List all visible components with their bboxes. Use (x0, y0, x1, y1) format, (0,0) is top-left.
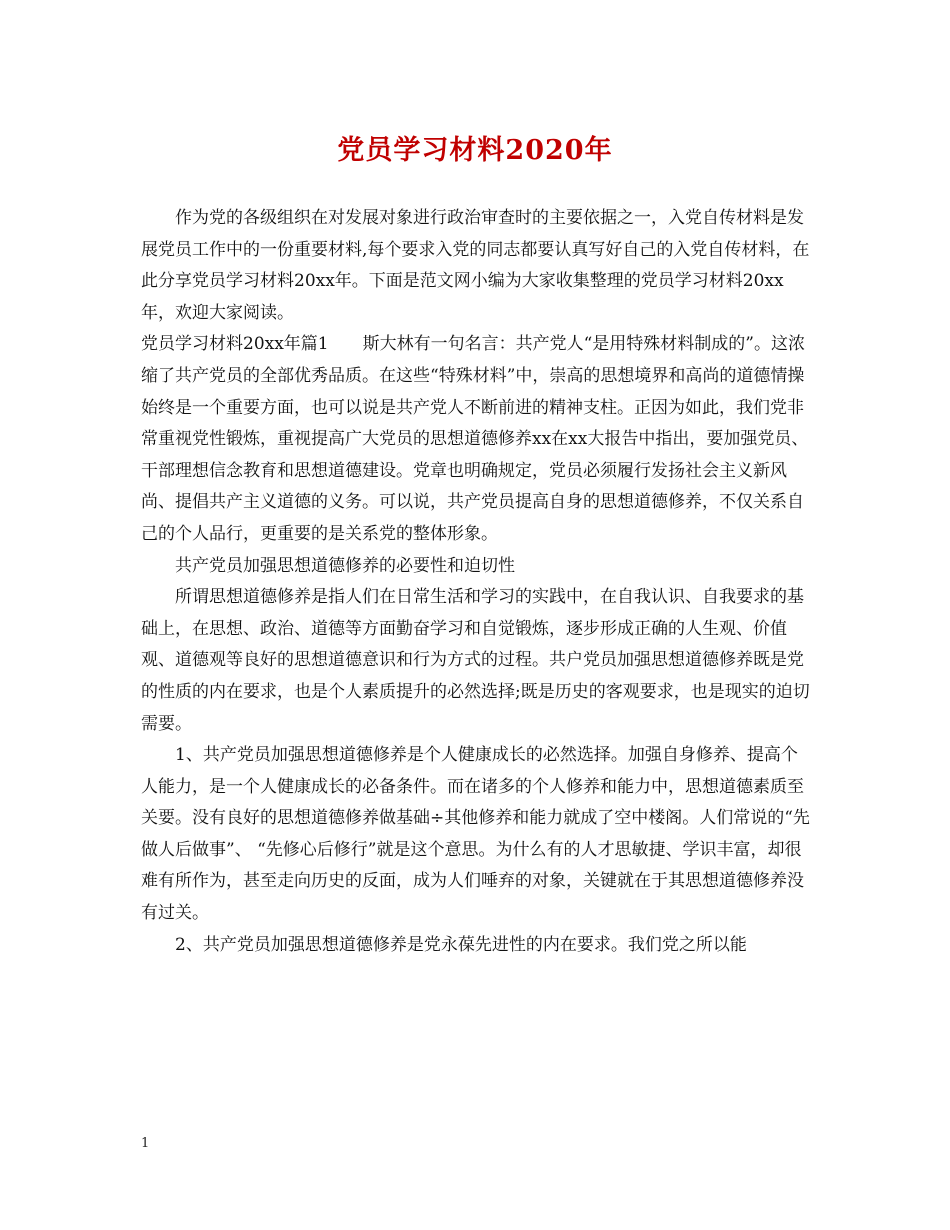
paragraph-intro: 作为党的各级组织在对发展对象进行政治审查时的主要依据之一，入党自传材料是发展党员工作中的一份重要材料,每个要求入党的同志都要认真写好自己的入党自传材料，在此分享党员学习材料20xx年。下面是范文网小编为大家收集整理的党员学习材料20xx年，欢迎大家阅读。 (141, 208, 810, 323)
paragraph-section-1: 党员学习材料20xx年篇1 斯大林有一句名言：共产党人“是用特殊材料制成的”。这浓缩了共产党员的全部优秀品质。在这些“特殊材料”中，崇高的思想境界和高尚的道德情操始终是一个重要方面，也可以说是共产党人不断前进的精神支柱。正因为如此，我们党非常重视党性锻炼，重视提高广大党员的思想道德修养xx在xx大报告中指出，要加强党员、干部理想信念教育和思想道德建设。党章也明确规定，党员必须履行发扬社会主义新风尚、提倡共产主义道德的义务。可以说，共产党员提高自身的思想道德修养，不仅关系自己的个人品行，更重要的是关系党的整体形象。 (141, 334, 809, 544)
paragraph-heading: 共产党员加强思想道德修养的必要性和迫切性 (175, 555, 515, 576)
page-number: 1 (141, 1136, 150, 1151)
document-body (141, 203, 813, 961)
paragraph-point-2: 2、共产党员加强思想道德修养是党永葆先进性的内在要求。我们党之所以能 (175, 934, 747, 955)
paragraph-definition: 所谓思想道德修养是指人们在日常生活和学习的实践中，在自我认识、自我要求的基础上，在思想、政治、道德等方面勤奋学习和自觉锻炼，逐步形成正确的人生观、价值观、道德观等良好的思想道德意识和行为方式的过程。共户党员加强思想道德修养既是党的性质的内在要求，也是个人素质提升的必然选择;既是历史的客观要求，也是现实的迫切需要。 (141, 587, 810, 734)
paragraph-point-1: 1、共产党员加强思想道德修养是个人健康成长的必然选择。加强自身修养、提高个人能力，是一个人健康成长的必备条件。而在诸多的个人修养和能力中，思想道德素质至关要。没有良好的思想道德修养做基础÷其他修养和能力就成了空中楼阁。人们常说的“先做人后做事”、 “先修心后修行”就是这个意思。为什么有的人才思敏捷、学识丰富，却很难有所作为，甚至走向历史的反面，成为人们唾弃的对象，关键就在于其思想道德修养没有过关。 (141, 745, 810, 924)
document-title: 党员学习材料2020年 (337, 135, 613, 166)
